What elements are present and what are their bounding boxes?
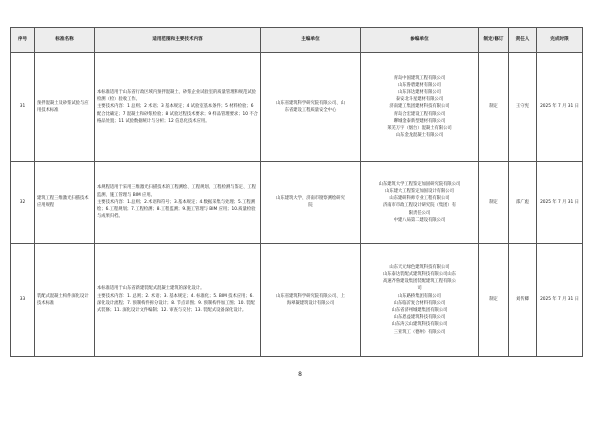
participant: 山东金龙混凝土有限公司 xyxy=(395,133,444,139)
standard-name: 建筑工程三维激光扫描技术应用规程 xyxy=(35,162,95,243)
participant: 山东临沂复合材料有限公司 xyxy=(393,300,446,306)
participant-units xyxy=(361,53,479,162)
revision-type: 制定 xyxy=(479,53,509,162)
editor-line: 院 xyxy=(308,203,313,209)
scope-paragraph: 本标准适用于山东省新建装配式混凝土建筑的深化设计。 xyxy=(97,286,205,292)
participant: 莱芜万宇（烟台）混凝土有限公司 xyxy=(387,126,452,132)
participant: 司 xyxy=(417,286,422,292)
responsible-person: 刘传卿 xyxy=(509,243,537,356)
editor-line: 山东省建筑科学研究院有限公司、山 xyxy=(276,100,345,106)
editor-line: 山东建筑大学、济南市勘察测绘研究 xyxy=(276,196,345,202)
revision-type: 制定 xyxy=(479,243,509,356)
participant: 山东涛云山建筑科技有限公司 xyxy=(391,322,448,328)
participant-units xyxy=(361,243,479,356)
editor-line: 山东省建筑科学研究院有限公司、上 xyxy=(276,293,345,299)
deadline: 2025 年 7 月 31 日 xyxy=(537,53,583,162)
col-header-participants: 参编单位 xyxy=(361,28,479,53)
participant: 泰安北斗星建材有限公司 xyxy=(395,97,444,103)
scope-paragraph: 本标准适用于山东省行政区域内预拌混凝土、砂浆企业试验室的质量管理和规范试验检测（检）验收工作。 xyxy=(97,90,256,103)
scope-content xyxy=(95,243,261,356)
participant: 山东建研科师专业工程有限公司 xyxy=(389,196,450,202)
editor-units xyxy=(261,243,361,356)
revision-type: 制定 xyxy=(479,162,509,243)
table-row xyxy=(11,162,583,243)
page-number: 8 xyxy=(298,371,302,378)
participant: 山东恩益建筑科技有限公司 xyxy=(393,315,446,321)
participant: 山东天元绿色建筑科技有限公司 xyxy=(389,264,450,270)
participant: 山东省济州城建集团有限公司 xyxy=(391,307,448,313)
editor-line: 东省建设工程质量安全中心 xyxy=(284,108,337,114)
responsible-person: 邵广彪 xyxy=(509,162,537,243)
participant: 济南建工集团建材科技有限公司 xyxy=(389,104,450,110)
row-number: 33 xyxy=(11,243,35,356)
standards-table xyxy=(10,27,583,357)
participant: 高速齐鲁建设集团装配建筑工程有限公 xyxy=(382,279,457,285)
participant: 三亚筑工（德州）有限公司 xyxy=(393,329,446,335)
col-header-type: 制定/修订 xyxy=(479,28,509,53)
table-row xyxy=(11,53,583,162)
responsible-person: 王守宪 xyxy=(509,53,537,162)
table-row xyxy=(11,243,583,356)
standard-name: 装配式混凝土构件深化设计技术标准 xyxy=(35,243,95,356)
editor-line: 海翠凝建筑设计有限公司 xyxy=(286,300,335,306)
standard-name: 预拌混凝土及砂浆试验与应用技术标准 xyxy=(35,53,95,162)
participant: 山东建筑大学工程鉴定加固研究院有限公司 xyxy=(378,181,461,187)
col-header-person: 责任人 xyxy=(509,28,537,53)
deadline: 2025 年 7 月 31 日 xyxy=(537,243,583,356)
participant: 聊城金泰新型建材有限公司 xyxy=(393,118,446,124)
scope-paragraph: 本规程适用于采用三维激光扫描技术的工程测绘、工程规划、工程检测与鉴定、工程监测、施工管理与 BIM 应用。 xyxy=(97,185,256,198)
participant: 青岛合宏建设工程有限公司 xyxy=(393,111,446,117)
participant: 山东泰达装配式建筑科技有限公司山东 xyxy=(382,271,457,277)
scope-content xyxy=(95,53,261,162)
participant: 中建八局第二建设有限公司 xyxy=(393,217,446,223)
participant: 济南市市政工程设计研究院（集团）有 xyxy=(382,203,457,209)
participant: 山东建大工程鉴定加固设计有限公司 xyxy=(385,188,454,194)
deadline: 2025 年 7 月 31 日 xyxy=(537,162,583,243)
col-header-editor: 主编单位 xyxy=(261,28,361,53)
col-header-name: 标准名称 xyxy=(35,28,95,53)
participant: 青岛中国建筑工程有限公司 xyxy=(393,75,446,81)
scope-paragraph: 主要技术内容：1. 总则；2. 术语；3. 基本规定；4. 标准化；5. BIM 技术应用；6. 深化设计流程；7. 预制构件拆分设计；8. 节点详图；9. 预制构件加工图；10. 装配式装修；11. 深化设计文件编制；12. 审查与交付；13. 装配式设备深化设计。 xyxy=(97,293,255,313)
header-row xyxy=(11,28,583,53)
participant-units xyxy=(361,162,479,243)
editor-units xyxy=(261,162,361,243)
row-number: 31 xyxy=(11,53,35,162)
participant: 山东鲁碧建材有限公司 xyxy=(398,82,441,88)
scope-content xyxy=(95,162,261,243)
participant: 山东泽达建材有限公司 xyxy=(398,90,441,96)
col-header-scope: 适用范围和主要技术内容 xyxy=(95,28,261,53)
col-header-deadline: 完成时限 xyxy=(537,28,583,53)
row-number: 32 xyxy=(11,162,35,243)
col-header-no: 序号 xyxy=(11,28,35,53)
scope-paragraph: 主要技术内容：1 总则；2 术语；3 基本规定；4 试验室基本条件；5 材料检验；6 配合比确定；7 混凝土和砂浆检验；8 试验过程技术要求；9 样品管理要求；10 不合格品处置；11 试验数据统计与分析；12 信息化技术应用。 xyxy=(97,104,258,124)
scope-paragraph: 主要技术内容：1.总则；2.术语和符号；3.基本规定；4.数据采集与处理；5.工程测绘；6.工程规划；7.工程检测；8.工程监测；9.施工管理与 BIM 应用；10.质量检验与成果归档。 xyxy=(97,199,256,220)
participant: 山东路桥集团有限公司 xyxy=(398,293,441,299)
editor-units xyxy=(261,53,361,162)
participant: 限责任公司 xyxy=(408,210,431,216)
